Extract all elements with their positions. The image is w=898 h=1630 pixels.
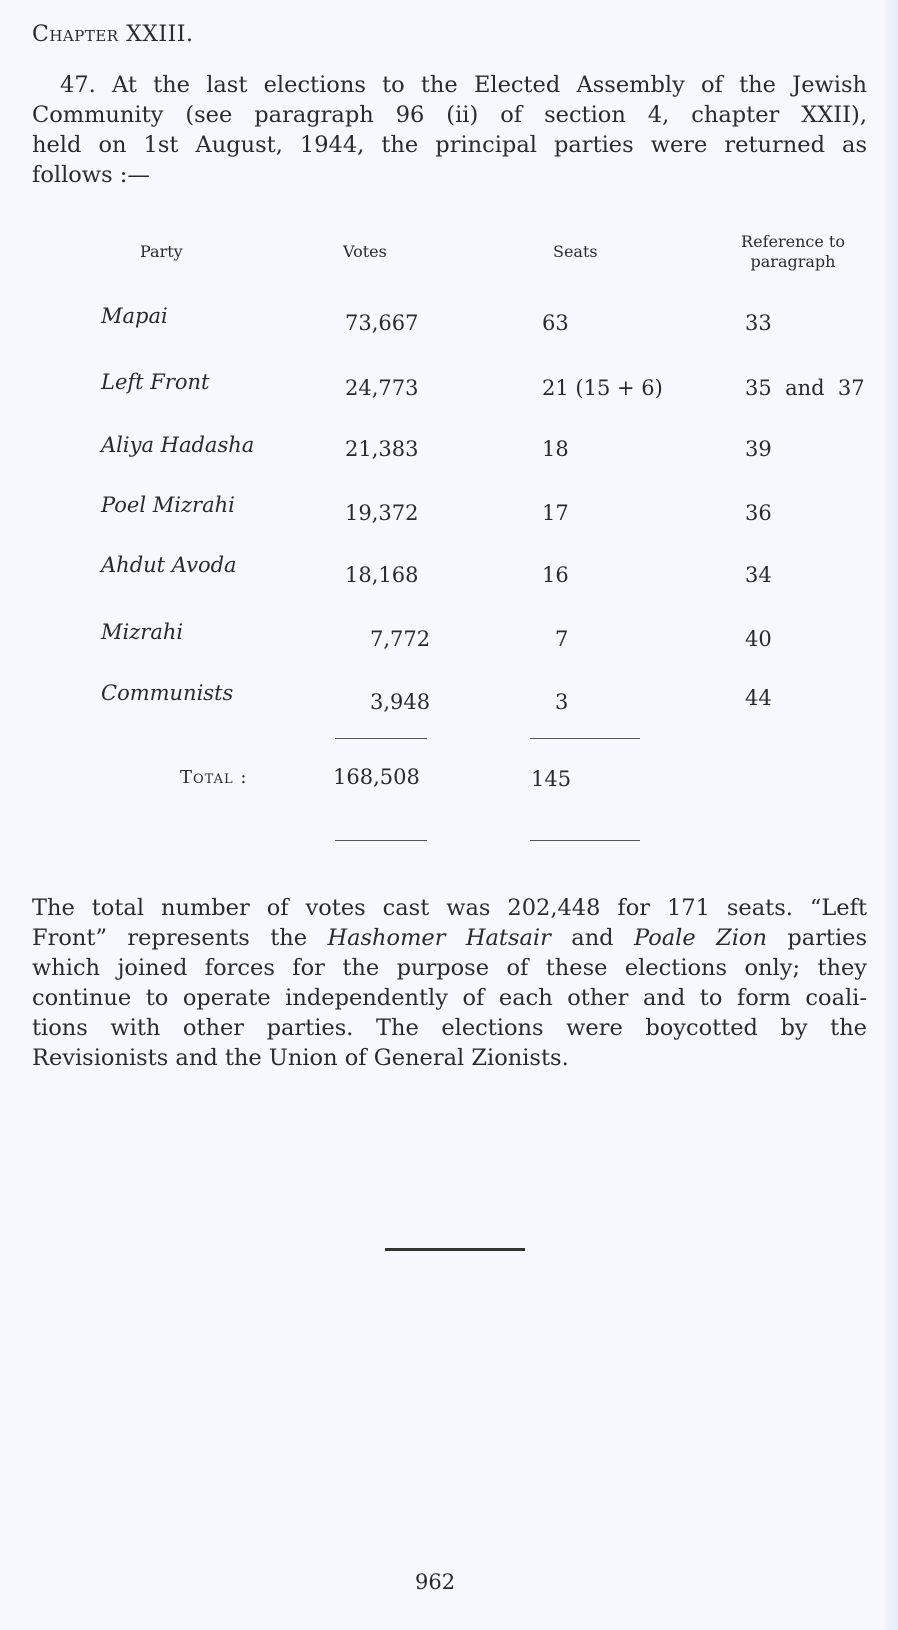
- closing-line: continue to operate independently of each other and to form coali-: [32, 985, 867, 1011]
- cell-party: Communists: [101, 681, 234, 705]
- cell-votes: 19,372: [345, 501, 419, 525]
- seats-bottom-rule: [530, 840, 640, 841]
- closing-paragraph: [32, 893, 867, 1073]
- party-name-hashomer-hatsair: Hashomer Hatsair: [327, 925, 551, 951]
- cell-reference: 35 and 37: [745, 376, 865, 400]
- cell-reference: 33: [745, 311, 772, 335]
- intro-line: 47. At the last elections to the Elected Assembly of the Jewish: [60, 72, 867, 98]
- votes-sum-rule: [335, 738, 427, 739]
- cell-reference: 40: [745, 627, 772, 651]
- total-seats: 145: [531, 767, 572, 791]
- cell-reference: 44: [745, 686, 772, 710]
- cell-votes: 21,383: [345, 437, 419, 461]
- cell-seats: 7: [555, 627, 569, 651]
- cell-votes: 3,948: [370, 690, 431, 714]
- page-number: 962: [415, 1570, 456, 1594]
- header-reference-line1: Reference to: [741, 232, 845, 251]
- cell-reference: 36: [745, 501, 772, 525]
- cell-votes: 7,772: [370, 627, 431, 651]
- cell-party: Left Front: [101, 370, 210, 394]
- closing-line: Revisionists and the Union of General Zionists.: [32, 1045, 569, 1071]
- party-name-poale-zion: Poale Zion: [633, 925, 767, 951]
- cell-votes: 24,773: [345, 376, 419, 400]
- cell-seats: 63: [542, 311, 569, 335]
- closing-line: Front” represents the Hashomer Hatsair and Poale Zion parties: [32, 925, 868, 951]
- total-label: Total :: [180, 767, 248, 788]
- cell-seats: 3: [555, 690, 569, 714]
- chapter-heading: Chapter XXIII.: [32, 22, 194, 47]
- header-seats: Seats: [553, 242, 598, 261]
- page-edge-shadow: [884, 0, 898, 1630]
- closing-line: which joined forces for the purpose of these elections only; they: [32, 955, 867, 981]
- total-votes: 168,508: [333, 765, 420, 789]
- cell-party: Poel Mizrahi: [101, 493, 235, 517]
- closing-line: The total number of votes cast was 202,448 for 171 seats. “Left: [32, 895, 867, 921]
- cell-seats: 21 (15 + 6): [542, 376, 663, 400]
- closing-line: tions with other parties. The elections were boycotted by the: [32, 1015, 867, 1041]
- intro-paragraph: [32, 70, 867, 190]
- cell-votes: 18,168: [345, 563, 419, 587]
- seats-sum-rule: [530, 738, 640, 739]
- votes-bottom-rule: [335, 840, 427, 841]
- cell-seats: 18: [542, 437, 569, 461]
- cell-party: Mapai: [101, 304, 168, 328]
- header-party: Party: [140, 242, 183, 261]
- section-end-rule: [385, 1248, 525, 1251]
- cell-seats: 16: [542, 563, 569, 587]
- header-reference: [728, 232, 858, 272]
- cell-seats: 17: [542, 501, 569, 525]
- intro-line: held on 1st August, 1944, the principal parties were returned as: [32, 132, 867, 158]
- cell-party: Mizrahi: [101, 620, 184, 644]
- cell-reference: 34: [745, 563, 772, 587]
- intro-line: follows :—: [32, 162, 150, 188]
- cell-party: Ahdut Avoda: [101, 553, 237, 577]
- cell-party: Aliya Hadasha: [101, 433, 255, 457]
- header-votes: Votes: [343, 242, 387, 261]
- header-reference-line2: paragraph: [750, 252, 836, 271]
- cell-reference: 39: [745, 437, 772, 461]
- cell-votes: 73,667: [345, 311, 419, 335]
- intro-line: Community (see paragraph 96 (ii) of section 4, chapter XXII),: [32, 102, 867, 128]
